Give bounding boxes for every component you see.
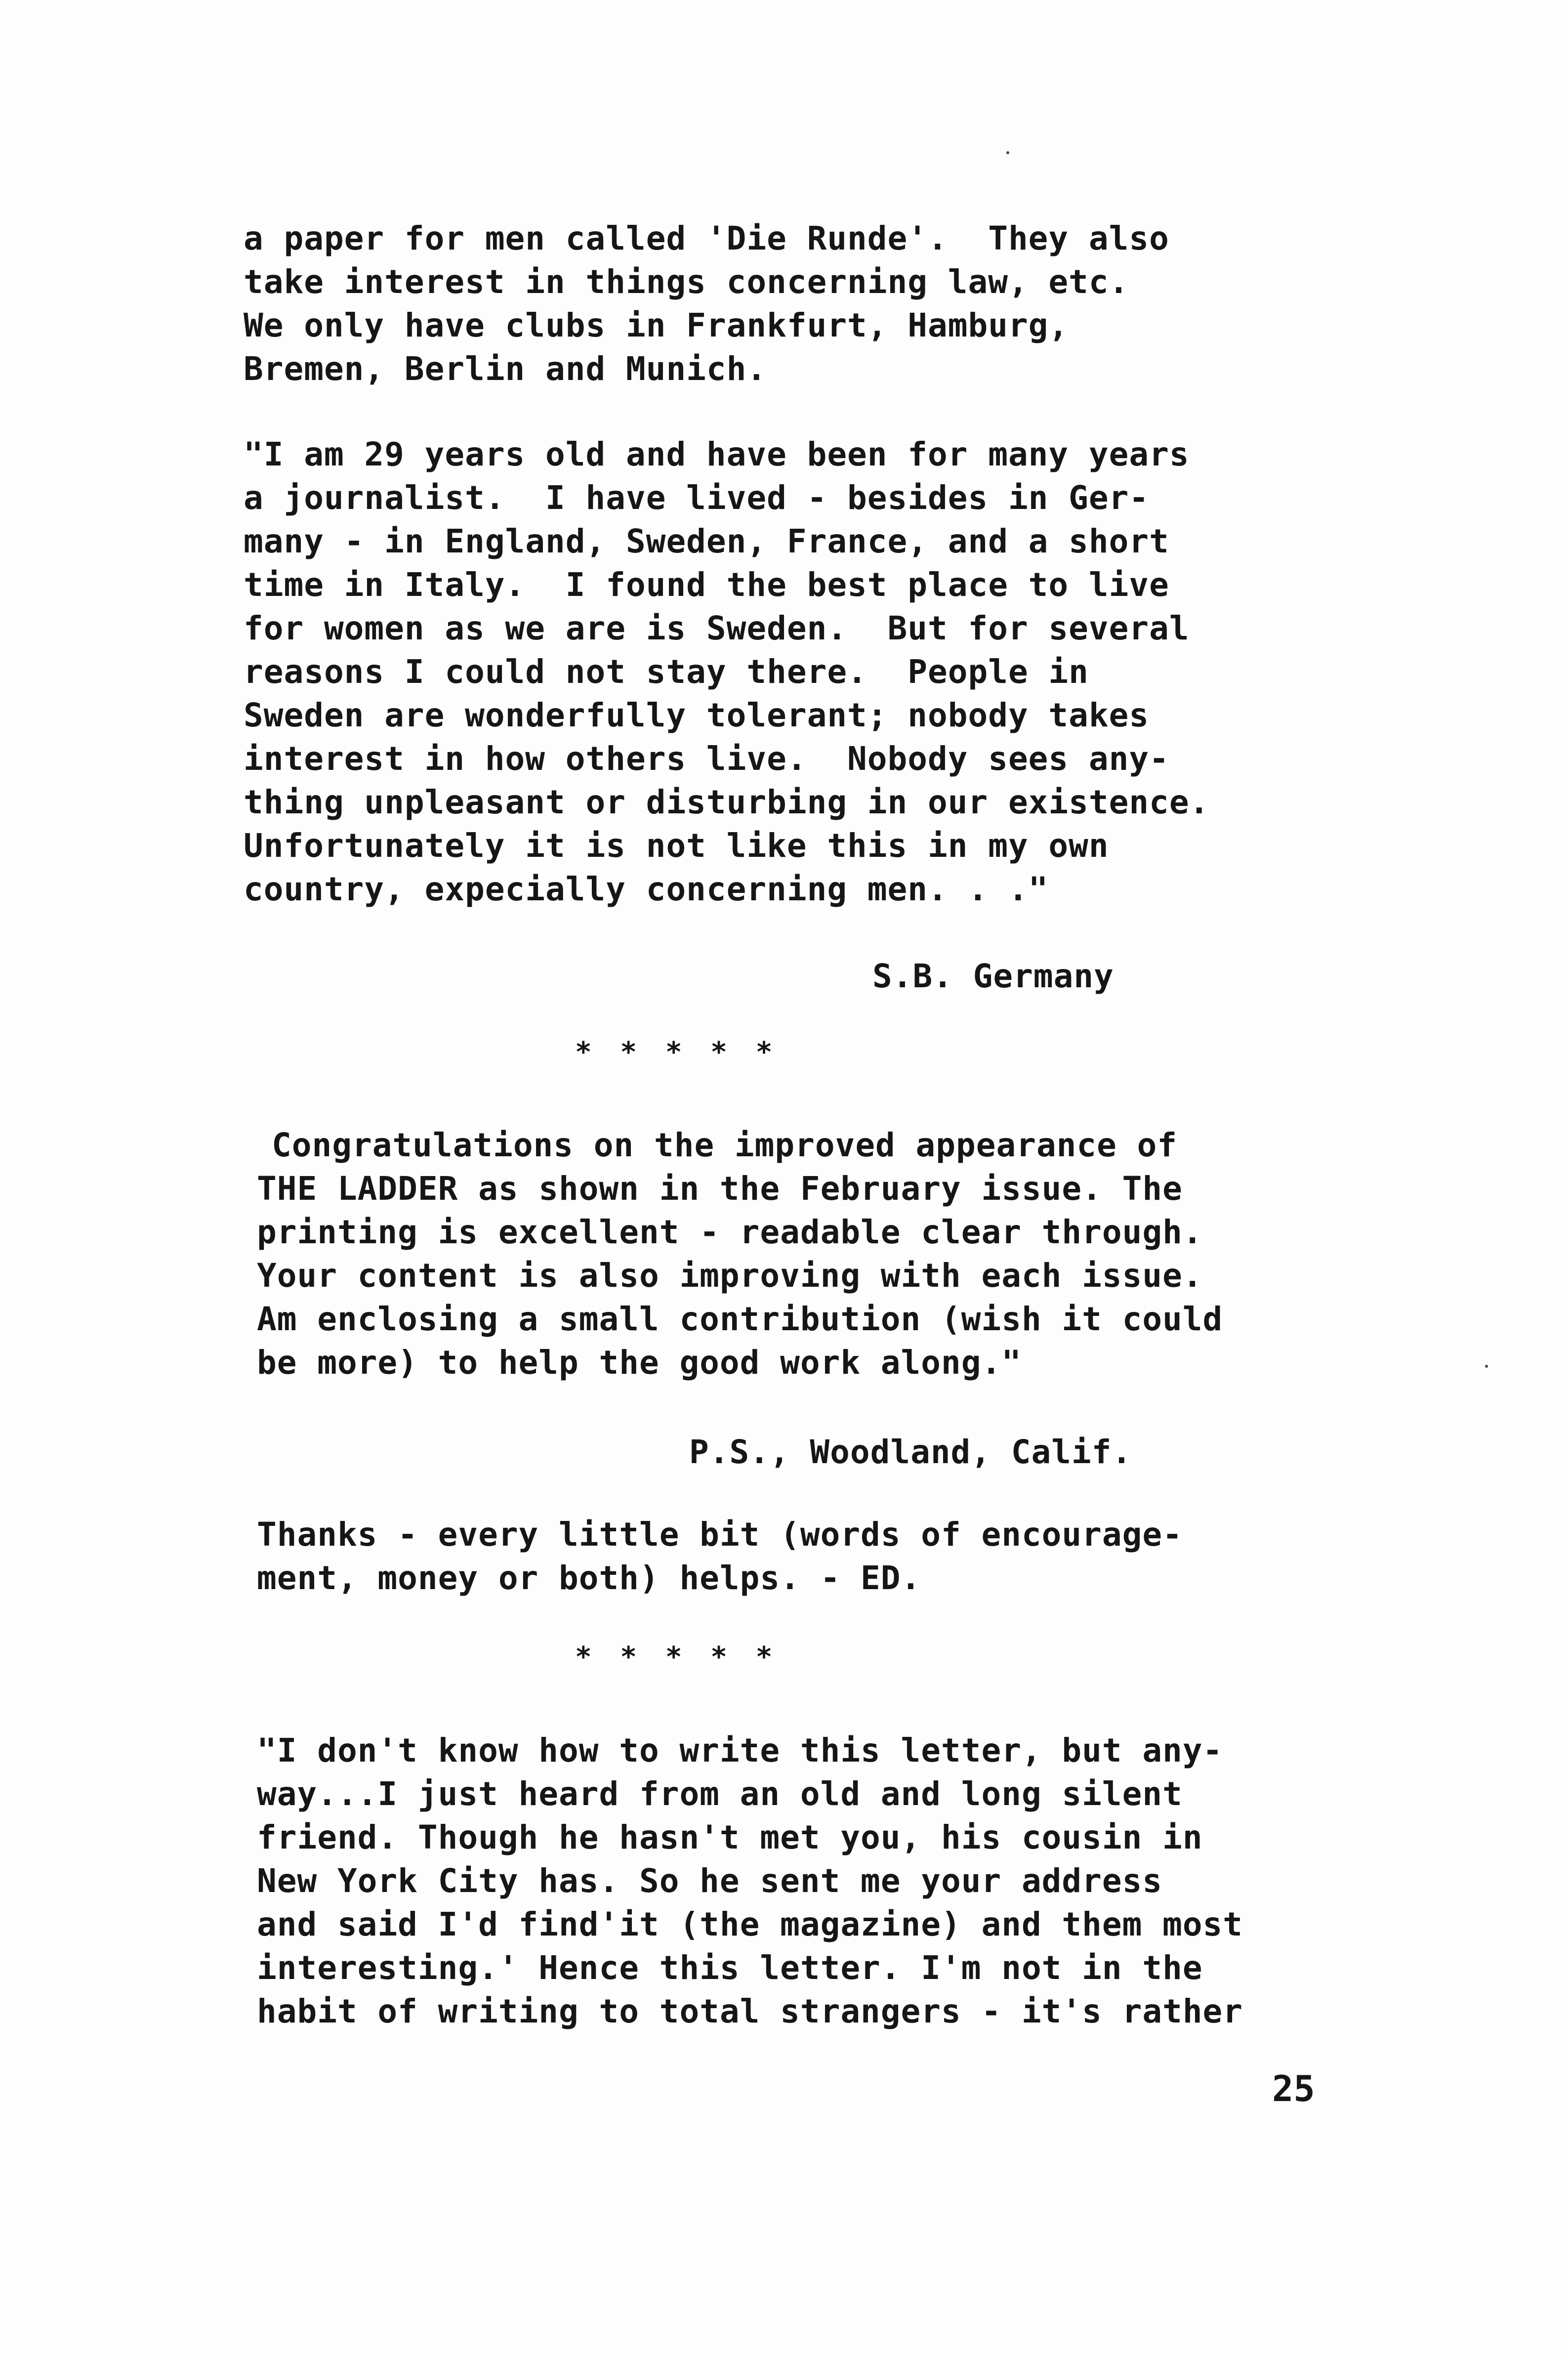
section-separator: * * * * * <box>575 1641 779 1673</box>
text-line: take interest in things concerning law, etc. <box>244 263 1129 301</box>
text-line: country, expecially concerning men. . ." <box>244 870 1049 908</box>
text-line: reasons I could not stay there. People in <box>244 653 1089 691</box>
text-line: a paper for men called 'Die Runde'. They also <box>244 219 1169 257</box>
text-line: Am enclosing a small contribution (wish it could <box>257 1300 1223 1338</box>
text-line: We only have clubs in Frankfurt, Hamburg, <box>244 306 1069 344</box>
page-number: 25 <box>1272 2068 1315 2109</box>
scan-speck <box>1485 1365 1488 1368</box>
text-line: for women as we are is Sweden. But for several <box>244 609 1190 647</box>
text-line: interest in how others live. Nobody sees any- <box>244 740 1169 778</box>
text-line: Unfortunately it is not like this in my own <box>244 827 1109 865</box>
editor-reply-line: Thanks - every little bit (words of encourage- <box>257 1516 1183 1554</box>
text-line: be more) to help the good work along." <box>257 1344 1022 1382</box>
text-line: printing is excellent - readable clear through. <box>257 1213 1203 1251</box>
text-line: "I am 29 years old and have been for many years <box>244 435 1190 473</box>
text-line: time in Italy. I found the best place to live <box>244 566 1169 604</box>
text-line: Sweden are wonderfully tolerant; nobody takes <box>244 696 1150 734</box>
text-line: New York City has. So he sent me your address <box>257 1862 1163 1900</box>
text-line: Congratulations on the improved appearance of <box>272 1126 1178 1164</box>
text-line: interesting.' Hence this letter. I'm not in the <box>257 1949 1203 1987</box>
letter-signature: P.S., Woodland, Calif. <box>689 1433 1132 1471</box>
text-line: many - in England, Sweden, France, and a short <box>244 522 1169 560</box>
text-line: Bremen, Berlin and Munich. <box>244 350 767 388</box>
text-line: "I don't know how to write this letter, but any- <box>257 1731 1223 1769</box>
letter-signature: S.B. Germany <box>872 957 1114 995</box>
editor-reply-line: ment, money or both) helps. - ED. <box>257 1559 921 1597</box>
scan-speck <box>1006 151 1009 154</box>
text-line: a journalist. I have lived - besides in Ger- <box>244 479 1150 517</box>
section-separator: * * * * * <box>575 1036 779 1068</box>
text-line: Your content is also improving with each issue. <box>257 1257 1203 1295</box>
text-line: thing unpleasant or disturbing in our existence. <box>244 783 1210 821</box>
text-line: friend. Though he hasn't met you, his cousin in <box>257 1818 1203 1856</box>
text-line: and said I'd find'it (the magazine) and them most <box>257 1905 1243 1943</box>
text-line: way...I just heard from an old and long silent <box>257 1775 1183 1813</box>
text-line: THE LADDER as shown in the February issue. The <box>257 1170 1183 1208</box>
text-line: habit of writing to total strangers - it's rather <box>257 1992 1243 2030</box>
